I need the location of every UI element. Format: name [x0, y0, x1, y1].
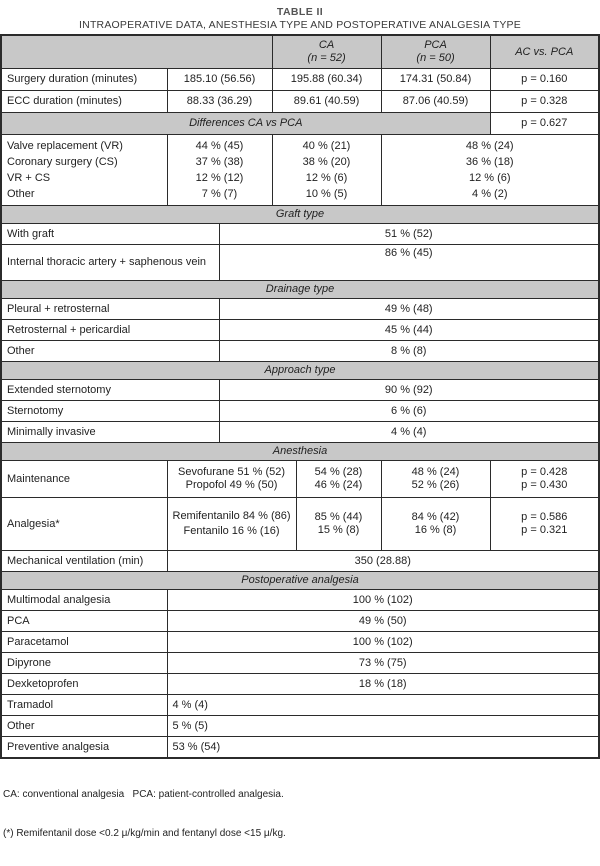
- row-value: 51 % (52): [219, 224, 599, 245]
- row-label: ECC duration (minutes): [1, 91, 167, 113]
- section-band-approach: [1, 362, 599, 380]
- row-label: Maintenance: [1, 461, 167, 498]
- pca-value: 48 % (24): [411, 466, 460, 478]
- row-label: PCA: [1, 611, 167, 632]
- p-value: p = 0.627: [490, 113, 599, 135]
- table-row-pca: [1, 611, 599, 632]
- pca-value: 84 % (42): [411, 511, 460, 523]
- row-label: Preventive analgesia: [1, 737, 167, 759]
- table-row-maintenance: [1, 461, 599, 498]
- pca-value: 36 % (18): [465, 156, 514, 168]
- table-row-extended-sternotomy: [1, 380, 599, 401]
- p-value: p = 0.160: [490, 69, 599, 91]
- section-band-label: Approach type: [1, 362, 599, 380]
- surgery-type-ca-values: [272, 135, 381, 206]
- row-label: VR + CS: [7, 172, 51, 184]
- row-label: Tramadol: [1, 695, 167, 716]
- table-row-drainage-other: [1, 341, 599, 362]
- row-label: Dipyrone: [1, 653, 167, 674]
- row-value: 5 % (5): [167, 716, 599, 737]
- p-value: p = 0.430: [521, 479, 568, 491]
- row-label: Other: [1, 341, 219, 362]
- row-value: 45 % (44): [219, 320, 599, 341]
- row-value: 86 % (45): [219, 245, 599, 281]
- table-footnotes: [3, 762, 600, 866]
- all-value: 44 % (45): [195, 140, 244, 152]
- row-label: Internal thoracic artery + saphenous vein: [1, 245, 219, 281]
- row-label: Sternotomy: [1, 401, 219, 422]
- row-label: Dexketoprofen: [1, 674, 167, 695]
- row-label: Mechanical ventilation (min): [1, 551, 167, 572]
- row-label: Minimally invasive: [1, 422, 219, 443]
- p-values: [490, 498, 599, 551]
- row-label: Other: [1, 716, 167, 737]
- ca-value: 15 % (8): [317, 524, 360, 536]
- row-value: 53 % (54): [167, 737, 599, 759]
- p-values: [490, 461, 599, 498]
- header-pca-cell: [381, 35, 490, 69]
- surgery-type-pca-values: [381, 135, 599, 206]
- row-value: 49 % (50): [167, 611, 599, 632]
- ca-group-n: (n = 52): [307, 52, 346, 64]
- row-label: Coronary surgery (CS): [7, 156, 118, 168]
- table-row-surgery-types: [1, 135, 599, 206]
- header-empty-cell: [1, 35, 272, 69]
- section-band-label: Drainage type: [1, 281, 599, 299]
- row-value: 100 % (102): [167, 632, 599, 653]
- surgery-type-all-values: [167, 135, 272, 206]
- row-label: Analgesia*: [1, 498, 167, 551]
- table-title: INTRAOPERATIVE DATA, ANESTHESIA TYPE AND POSTOPERATIVE ANALGESIA TYPE: [79, 19, 521, 31]
- drug-value: Fentanilo 16 % (16): [183, 525, 280, 537]
- p-value: p = 0.328: [490, 91, 599, 113]
- row-value: 8 % (8): [219, 341, 599, 362]
- ca-value: 40 % (21): [302, 140, 351, 152]
- row-label: Extended sternotomy: [1, 380, 219, 401]
- p-value: p = 0.428: [521, 466, 568, 478]
- pca-value: 48 % (24): [465, 140, 514, 152]
- row-label: Pleural + retrosternal: [1, 299, 219, 320]
- section-band-label: Postoperative analgesia: [1, 572, 599, 590]
- section-band-postoperative: [1, 572, 599, 590]
- table-row-dexketoprofen: [1, 674, 599, 695]
- differences-band: Differences CA vs PCA: [1, 113, 490, 135]
- pca-value: 52 % (26): [411, 479, 460, 491]
- table-row-analgesia: [1, 498, 599, 551]
- ca-value: 46 % (24): [314, 479, 363, 491]
- footnote-abbreviations: CA: conventional analgesia PCA: patient-controlled analgesia.: [3, 789, 284, 800]
- row-value: 350 (28.88): [167, 551, 599, 572]
- table-row-tramadol: [1, 695, 599, 716]
- ca-value: 38 % (20): [302, 156, 351, 168]
- row-label: Surgery duration (minutes): [1, 69, 167, 91]
- row-value: 73 % (75): [167, 653, 599, 674]
- table-row-dipyrone: [1, 653, 599, 674]
- pca-value: 174.31 (50.84): [381, 69, 490, 91]
- table-row-sternotomy: [1, 401, 599, 422]
- all-value: 7 % (7): [201, 188, 238, 200]
- p-value: p = 0.321: [521, 524, 568, 536]
- table-caption: [0, 0, 600, 31]
- row-value: 18 % (18): [167, 674, 599, 695]
- all-value: 37 % (38): [195, 156, 244, 168]
- table-row-with-graft: [1, 224, 599, 245]
- drug-value: Propofol 49 % (50): [185, 479, 278, 491]
- table-row-postop-other: [1, 716, 599, 737]
- drug-value: Sevofurane 51 % (52): [178, 466, 286, 478]
- table-number: TABLE II: [276, 6, 324, 18]
- header-compare-cell: AC vs. PCA: [490, 35, 599, 69]
- row-label: Paracetamol: [1, 632, 167, 653]
- footnote-asterisk: (*) Remifentanil dose <0.2 μ/kg/min and fentanyl dose <15 μ/kg.: [3, 828, 286, 839]
- pca-values: [381, 498, 490, 551]
- row-value: 100 % (102): [167, 590, 599, 611]
- row-value: 6 % (6): [219, 401, 599, 422]
- pca-value: 12 % (6): [468, 172, 511, 184]
- table-row-pleural-retrosternal: [1, 299, 599, 320]
- analgesia-drugs: [167, 498, 296, 551]
- ca-values: [296, 498, 381, 551]
- ca-value: 12 % (6): [305, 172, 348, 184]
- surgery-type-labels: [1, 135, 167, 206]
- table-row-surgery-duration: [1, 69, 599, 91]
- row-label: With graft: [1, 224, 219, 245]
- section-band-anesthesia: [1, 443, 599, 461]
- ca-values: [296, 461, 381, 498]
- ca-group-label: CA: [318, 39, 335, 51]
- ca-value: 195.88 (60.34): [272, 69, 381, 91]
- section-band-label: Anesthesia: [1, 443, 599, 461]
- table-row-ecc-duration: [1, 91, 599, 113]
- table-header-row: [1, 35, 599, 69]
- ca-value: 54 % (28): [314, 466, 363, 478]
- all-value: 185.10 (56.56): [167, 69, 272, 91]
- table-row-preventive-analgesia: [1, 737, 599, 759]
- row-value: 49 % (48): [219, 299, 599, 320]
- section-band-drainage: [1, 281, 599, 299]
- pca-group-n: (n = 50): [416, 52, 455, 64]
- table-row-paracetamol: [1, 632, 599, 653]
- pca-group-label: PCA: [424, 39, 447, 51]
- row-value: 4 % (4): [167, 695, 599, 716]
- table-row-mechanical-ventilation: [1, 551, 599, 572]
- row-label: Valve replacement (VR): [7, 140, 123, 152]
- table-row-internal-thoracic: [1, 245, 599, 281]
- row-value: 4 % (4): [219, 422, 599, 443]
- ca-value: 89.61 (40.59): [272, 91, 381, 113]
- maintenance-drugs: [167, 461, 296, 498]
- pca-value: 4 % (2): [472, 188, 508, 200]
- table-row-multimodal: [1, 590, 599, 611]
- ca-value: 10 % (5): [305, 188, 348, 200]
- pca-value: 16 % (8): [414, 524, 457, 536]
- row-label: Multimodal analgesia: [1, 590, 167, 611]
- table-row-retrosternal-pericardial: [1, 320, 599, 341]
- data-table: [0, 34, 600, 759]
- section-band-label: Graft type: [1, 206, 599, 224]
- row-label: Other: [7, 188, 35, 200]
- drug-value: Remifentanilo 84 % (86): [172, 510, 291, 522]
- header-ca-cell: [272, 35, 381, 69]
- row-label: Retrosternal + pericardial: [1, 320, 219, 341]
- all-value: 88.33 (36.29): [167, 91, 272, 113]
- row-value: 90 % (92): [219, 380, 599, 401]
- section-band-graft: [1, 206, 599, 224]
- p-value: p = 0.586: [521, 511, 568, 523]
- pca-values: [381, 461, 490, 498]
- table-row-minimally-invasive: [1, 422, 599, 443]
- table-row-differences: [1, 113, 599, 135]
- pca-value: 87.06 (40.59): [381, 91, 490, 113]
- all-value: 12 % (12): [195, 172, 244, 184]
- ca-value: 85 % (44): [314, 511, 363, 523]
